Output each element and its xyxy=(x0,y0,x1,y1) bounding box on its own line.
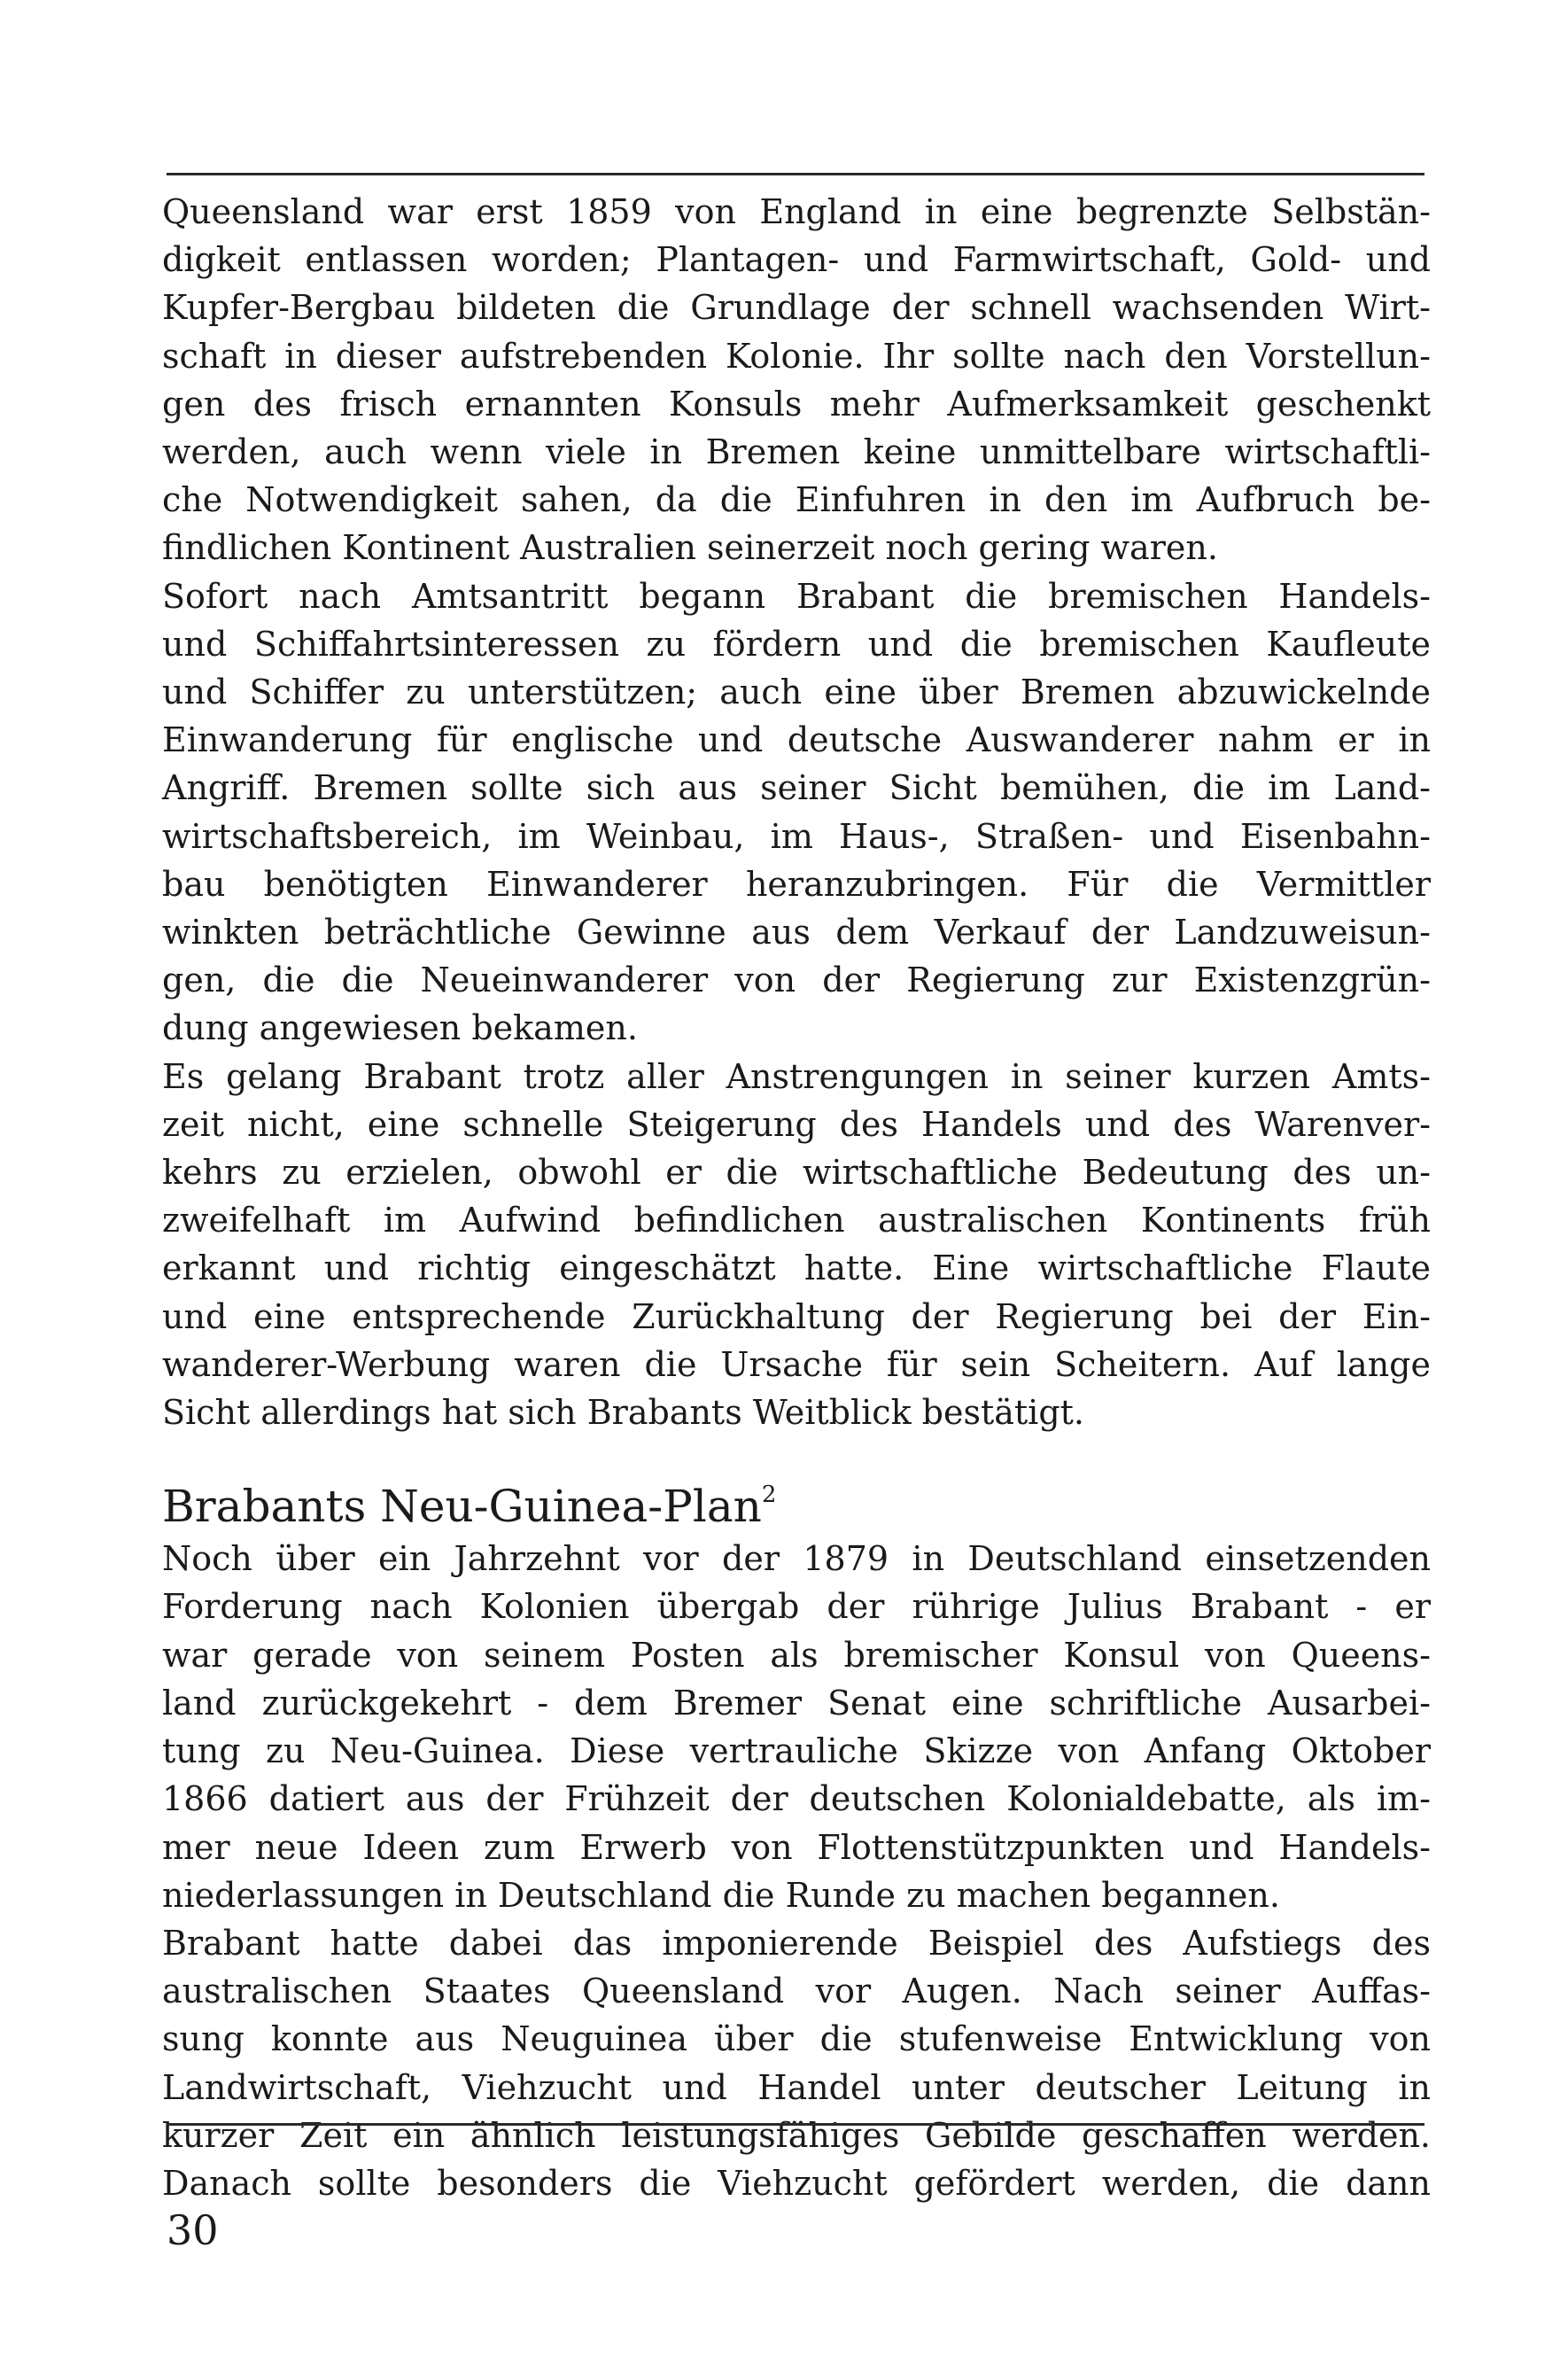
text-line: Es gelang Brabant trotz aller Anstrengungen in seiner kurzen Amts- xyxy=(162,1056,1431,1096)
text-line: Landwirtschaft, Viehzucht und Handel unter deutscher Leitung in xyxy=(162,2067,1431,2107)
text-line: che Notwendigkeit sahen, da die Einfuhren in den im Aufbruch be- xyxy=(162,480,1431,520)
text-line: gen, die die Neueinwanderer von der Regierung zur Existenzgrün- xyxy=(162,961,1431,1000)
top-rule xyxy=(167,173,1424,175)
text-line: kurzer Zeit ein ähnlich leistungsfähiges Gebilde geschaffen werden. xyxy=(162,2115,1431,2155)
text-line: zweifelhaft im Aufwind befindlichen australischen Kontinents früh xyxy=(162,1201,1431,1241)
text-line: Danach sollte besonders die Viehzucht gefördert werden, die dann xyxy=(162,2163,1431,2203)
text-line: winkten beträchtliche Gewinne aus dem Verkauf der Landzuweisun- xyxy=(162,913,1431,953)
text-line: Angriff. Bremen sollte sich aus seiner Sicht bemühen, die im Land- xyxy=(162,768,1431,808)
text-line: war gerade von seinem Posten als bremischer Konsul von Queens- xyxy=(162,1635,1431,1675)
text-line: tung zu Neu-Guinea. Diese vertrauliche Skizze von Anfang Oktober xyxy=(162,1731,1431,1771)
text-line: zeit nicht, eine schnelle Steigerung des Handels und des Warenver- xyxy=(162,1104,1431,1144)
text-line: bau benötigten Einwanderer heranzubringen. Für die Vermittler xyxy=(162,864,1431,904)
page-number: 30 xyxy=(167,2206,219,2254)
text-line: australischen Staates Queensland vor Augen. Nach seiner Auffas- xyxy=(162,1972,1431,2011)
text-line: wanderer-Werbung waren die Ursache für sein Scheitern. Auf lange xyxy=(162,1344,1431,1384)
section-heading xyxy=(162,1468,1431,1533)
text-line: niederlassungen in Deutschland die Runde zu machen begannen. xyxy=(162,1875,1280,1915)
text-line: gen des frisch ernannten Konsuls mehr Aufmerksamkeit geschenkt xyxy=(162,384,1431,424)
text-line: wirtschaftsbereich, im Weinbau, im Haus-, Straßen- und Eisenbahn- xyxy=(162,816,1431,856)
text-line: werden, auch wenn viele in Bremen keine unmittelbare wirtschaftli- xyxy=(162,432,1431,472)
paragraph-amtsantritt xyxy=(162,572,1431,1053)
text-line: Sofort nach Amtsantritt begann Brabant die bremischen Handels- xyxy=(162,576,1431,616)
text-line: schaft in dieser aufstrebenden Kolonie. Ihr sollte nach den Vorstellun- xyxy=(162,336,1431,376)
paragraph-queensland xyxy=(162,188,1431,572)
text-line: sung konnte aus Neuguinea über die stufenweise Entwicklung von xyxy=(162,2019,1431,2059)
paragraph-queensland-beispiel xyxy=(162,1919,1431,2207)
text-line: Einwanderung für englische und deutsche Auswanderer nahm er in xyxy=(162,720,1431,760)
page-body xyxy=(162,188,1431,2207)
text-line: land zurückgekehrt - dem Bremer Senat eine schriftliche Ausarbei- xyxy=(162,1683,1431,1723)
text-line: erkannt und richtig eingeschätzt hatte. Eine wirtschaftliche Flaute xyxy=(162,1248,1431,1288)
text-line: kehrs zu erzielen, obwohl er die wirtschaftliche Bedeutung des un- xyxy=(162,1153,1431,1193)
bottom-rule xyxy=(167,2123,1424,2126)
text-line: Queensland war erst 1859 von England in eine begrenzte Selbstän- xyxy=(162,192,1431,231)
paragraph-neu-guinea xyxy=(162,1535,1431,1919)
paragraph-scheitern xyxy=(162,1053,1431,1437)
section-heading-text: Brabants Neu-Guinea-Plan xyxy=(162,1481,762,1533)
text-line: Sicht allerdings hat sich Brabants Weitblick bestätigt. xyxy=(162,1393,1085,1433)
text-line: Forderung nach Kolonien übergab der rührige Julius Brabant - er xyxy=(162,1587,1431,1627)
text-line: digkeit entlassen worden; Plantagen- und Farmwirtschaft, Gold- und xyxy=(162,240,1431,280)
text-line: und Schiffer zu unterstützen; auch eine über Bremen abzuwickelnde xyxy=(162,673,1431,712)
text-line: und Schiffahrtsinteressen zu fördern und die bremischen Kaufleute xyxy=(162,624,1431,664)
text-line: und eine entsprechende Zurückhaltung der Regierung bei der Ein- xyxy=(162,1296,1431,1336)
footnote-marker: 2 xyxy=(761,1482,777,1509)
text-line: Brabant hatte dabei das imponierende Beispiel des Aufstiegs des xyxy=(162,1923,1431,1963)
text-line: Kupfer-Bergbau bildeten die Grundlage der schnell wachsenden Wirt- xyxy=(162,288,1431,328)
text-line: 1866 datiert aus der Frühzeit der deutschen Kolonialdebatte, als im- xyxy=(162,1779,1431,1819)
text-line: Noch über ein Jahrzehnt vor der 1879 in Deutschland einsetzenden xyxy=(162,1539,1431,1579)
text-line: findlichen Kontinent Australien seinerzeit noch gering waren. xyxy=(162,528,1218,568)
text-line: mer neue Ideen zum Erwerb von Flottenstützpunkten und Handels- xyxy=(162,1827,1431,1867)
text-line: dung angewiesen bekamen. xyxy=(162,1008,638,1048)
